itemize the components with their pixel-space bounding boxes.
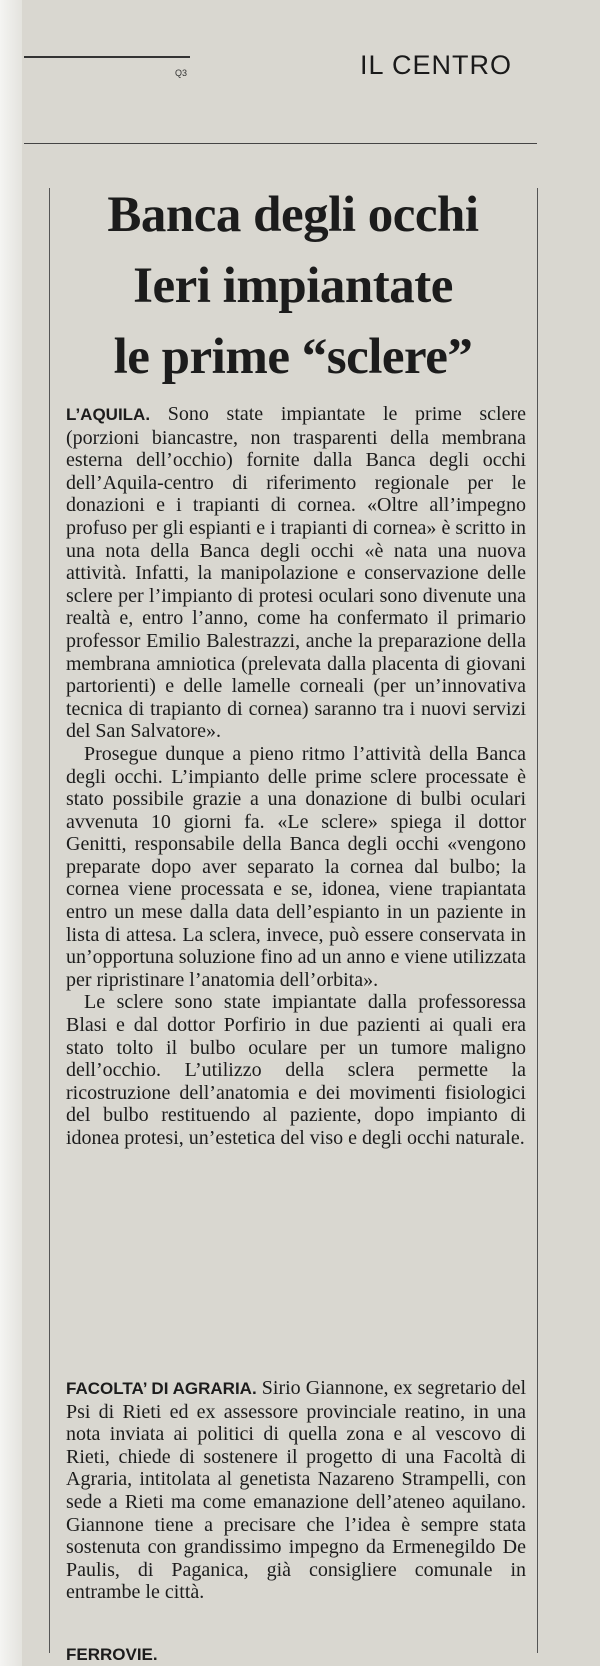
brief-agraria-paragraph xyxy=(66,1377,526,1604)
headline xyxy=(58,180,528,393)
brief-agraria-kicker: FACOLTA’ DI AGRARIA. xyxy=(66,1379,257,1398)
brief-ferrovie-cutoff xyxy=(66,1641,526,1666)
article-paragraph-2: Prosegue dunque a pieno ritmo l’attività della Banca degli occhi. L’impianto delle prime sclere processate è stato possibile grazie a una donazione di bulbi oculari avvenuta 10 giorni fa. «Le sclere» spiega il dottor Genitti, responsabile della Banca degli occhi «vengono preparate dopo aver separato la cornea dal bulbo; la cornea viene processata e se, idonea, viene trapiantata entro un mese dalla data dell’espianto in un paziente in lista di attesa. La sclera, invece, può essere conservata in un’opportuna soluzione fino ad un anno e viene utilizzata per ripristinare l’anatomia dell’orbita». xyxy=(66,742,526,991)
brief-ferrovie-kicker: FERROVIE. xyxy=(66,1645,158,1664)
brief-agraria xyxy=(66,1377,526,1604)
top-rule xyxy=(24,143,537,144)
page-code: Q3 xyxy=(175,68,188,78)
brief-agraria-text: Sirio Giannone, ex segretario del Psi di Rieti ed ex assessore provinciale reatino, in una nota inviata ai politici di quella zona e al vescovo di Rieti, chiede di sostenere il progetto di una Facoltà di Agraria, intitolata al genetista Nazareno Strampelli, con sede a Rieti ma come emanazione dell’ateneo aquilano. Giannone tiene a precisare che l’idea è sempre stata sostenuta con grandissimo impegno da Ermenegildo De Paulis, di Paganica, già consigliere comunale in entrambe le città. xyxy=(66,1377,527,1604)
article-body xyxy=(66,403,526,1150)
newspaper-masthead: IL CENTRO xyxy=(360,50,513,80)
article-paragraph-1 xyxy=(66,403,526,743)
column-right-rule xyxy=(537,188,538,1653)
column-left-rule xyxy=(49,188,50,1653)
article-paragraph-1-text: Sono state impiantate le prime sclere (porzioni biancastre, non trasparenti della membrana esterna dell’occhio) fornite dalla Banca degli occhi dell’Aquila-centro di riferimento regionale per le donazioni e i trapianti di cornea. «Oltre all’impegno profuso per gli espianti e i trapianti di cornea» è scritto in una nota della Banca degli occhi «è nata una nuova attività. Infatti, la manipolazione e conservazione delle sclere per l’impianto di protesi oculari sono divenute una realtà e, entro l’anno, come ha confermato il primario professor Emilio Balestrazzi, anche la preparazione della membrana amniotica (prelevata dalla placenta di giovani partorienti) e delle lamelle corneali (per un’innovativa tecnica di trapianto di cornea) saranno tra i nuovi servizi del San Salvatore». xyxy=(66,403,526,743)
article-kicker: L’AQUILA. xyxy=(66,405,151,424)
header-rule xyxy=(24,56,190,58)
headline-line-3: le prime “sclere” xyxy=(113,329,473,385)
headline-line-1: Banca degli occhi xyxy=(107,187,479,243)
headline-line-2: Ieri impiantate xyxy=(133,258,453,314)
article-paragraph-3: Le sclere sono state impiantate dalla professoressa Blasi e dal dottor Porfirio in due pazienti ai quali era stato tolto il bulbo oculare per un tumore maligno dell’occhio. L’utilizzo della sclera permette la ricostruzione dell’anatomia e dei movimenti fisiologici del bulbo restituendo al paziente, dopo impianto di idonea protesi, un’estetica del viso e degli occhi naturale. xyxy=(66,991,526,1149)
